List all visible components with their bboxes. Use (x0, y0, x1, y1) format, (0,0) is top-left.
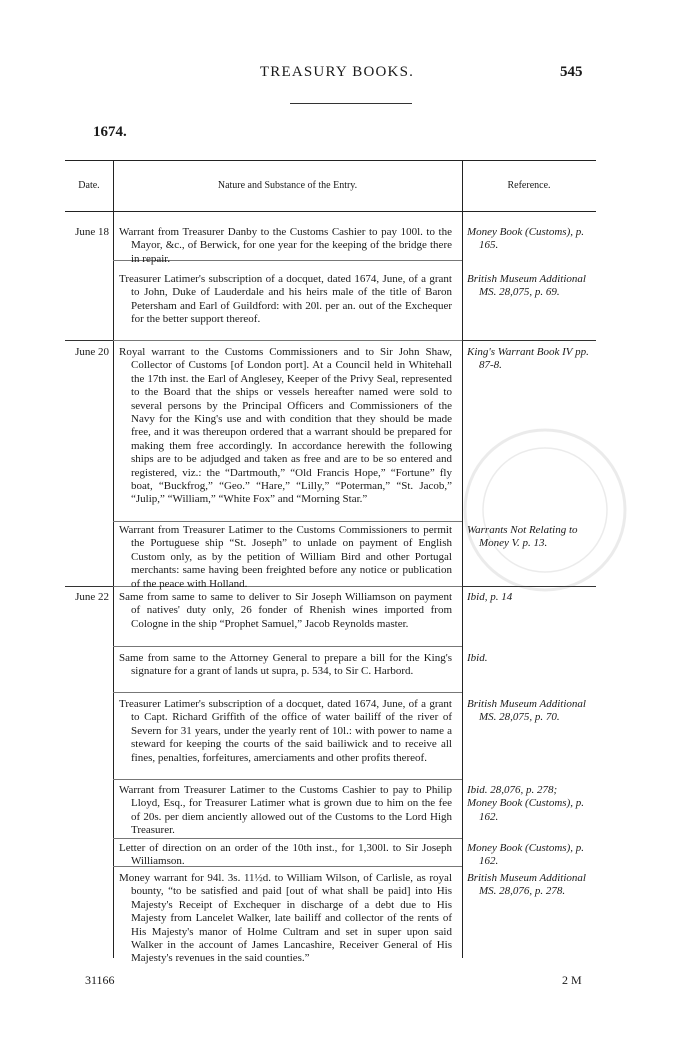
reference-line: King's Warrant Book IV pp. 87-8. (467, 346, 589, 372)
entry-text: Warrant from Treasurer Latimer to the Customs Cashier to pay to Philip Lloyd, Esq., for Treasurer Latimer what is grown due to him on the fee of 20s. per diem anciently allowed out of the Customs to the Lord High Treasurer. (119, 784, 452, 837)
entry-text: Warrant from Treasurer Latimer to the Customs Commissioners to permit the Portuguese ship “St. Joseph” to unlade on payment of English Custom only, as by the petition of William Bird and other Portugal merchants: same having been freighted before any notice or publication of the peace with Holland. (119, 524, 452, 590)
entry-reference (467, 273, 593, 300)
reference-group-divider (462, 586, 596, 587)
entry-reference (467, 226, 593, 253)
entry-divider (113, 521, 462, 522)
reference-line: Money Book (Customs), p. 165. (467, 226, 585, 252)
ledger-table (65, 160, 596, 965)
title-rule (290, 103, 412, 104)
entry-divider (113, 838, 462, 839)
entry-date: June 22 (75, 591, 109, 603)
entry-reference (467, 784, 593, 824)
entry-text: Treasurer Latimer's subscription of a docquet, dated 1674, June, of a grant to Capt. Richard Griffith of the office of water bailiff of the river of Severn for 31 years, under the yearly rent of 10l.: with power to name a steward for keeping the courts of the said bailiwick and to receive all fines, penalties, forfeitures, amerciaments and other profits thereof. (119, 698, 452, 764)
folio-number: 31166 (85, 973, 115, 987)
entry-reference (467, 652, 593, 665)
entry-reference (467, 346, 593, 373)
entry-divider (113, 779, 462, 780)
page-number: 545 (560, 64, 583, 80)
reference-line: Money Book (Customs), p. 162. (467, 842, 585, 868)
reference-line: Money Book (Customs), p. 162. (467, 797, 585, 823)
year-heading: 1674. (93, 124, 127, 140)
table-top-rule (65, 160, 596, 161)
signature-mark: 2 M (562, 973, 582, 987)
reference-line: Ibid, p. 14 (467, 591, 513, 603)
reference-line: Warrants Not Relating to Money V. p. 13. (467, 524, 578, 550)
header-rule (65, 211, 596, 212)
entry-text: Same from same to the Attorney General to prepare a bill for the King's signature for a grant of lands ut supra, p. 534, to Sir C. Harbord. (119, 652, 452, 678)
date-group-divider (65, 586, 113, 587)
reference-line: British Museum Additional MS. 28,075, p. 70. (467, 698, 586, 724)
entry-text: Money warrant for 94l. 3s. 11½d. to William Wilson, of Carlisle, as royal bounty, “to be satisfied and paid [out of what shall be paid] into His Majesty's Receipt of Exchequer in discharge of a debt due to His Majesty from Lancelet Walker, late bailiff and collector of the rents of His Majesty's manor of Holme Cultram and set in super upon said Walker in the account of James Lancashire, Receiver General of His Majesty's revenues in the said counties.” (119, 872, 452, 965)
entry-reference (467, 591, 593, 604)
date-group-divider (65, 340, 113, 341)
entry-text: Letter of direction on an order of the 10th inst., for 1,300l. to Sir Joseph Williamson. (119, 842, 452, 868)
entry-divider (113, 646, 462, 647)
column-divider (462, 160, 463, 958)
entry-text: Treasurer Latimer's subscription of a docquet, dated 1674, June, of a grant to John, Duke of Lauderdale and his heirs male of the title of Baron Petersham and Earl of Guildford: with 20l. per an. out of the Exchequer for the better support thereof. (119, 273, 452, 326)
entry-date: June 20 (75, 346, 109, 358)
entry-text: Royal warrant to the Customs Commissioners and to Sir John Shaw, Collector of Customs [of London port]. At a Council held in Whitehall the 17th inst. the Earl of Anglesey, Keeper of the Privy Seal, represented to the Board that the ships or vessels hereafter named were sold to several persons by the Principal Officers and Commissioners of the Navy for the King's use and with condition that they should be made free, and it was thereupon ordered that a warrant should be prepared for making them free accordingly. In accordance herewith the following ships are to be adjudged and taken as free and are to be so entered and registered, viz.: the “Dartmouth,” “Old Francis Hope,” “Fortune” fly boat, “Buckfrog,” “Geo.” “Hare,” “Lilly,” “Poterman,” “St. Jacob,” “Julip,” “William,” “White Fox” and “Morning Star.” (119, 346, 452, 506)
entry-reference (467, 872, 593, 899)
entry-text: Same from same to same to deliver to Sir Joseph Williamson on payment of natives' duty only, 26 fonder of Rhenish wines imported from Cologne in the ship “Prophet Samuel,” Jacob Reynolds master. (119, 591, 452, 630)
reference-line: Ibid. 28,076, p. 278; (467, 784, 558, 796)
entry-reference (467, 842, 593, 869)
entry-divider (113, 340, 462, 341)
entry-text: Warrant from Treasurer Danby to the Customs Cashier to pay 100l. to the Mayor, &c., of Berwick, for one year for the keeping of the bridge there in repair. (119, 226, 452, 265)
column-header-nature: Nature and Substance of the Entry. (217, 180, 358, 191)
column-header-reference: Reference. (507, 180, 551, 191)
entry-divider (113, 692, 462, 693)
reference-group-divider (462, 340, 596, 341)
reference-line: British Museum Additional MS. 28,075, p. 69. (467, 273, 586, 299)
running-title: TREASURY BOOKS. (259, 64, 415, 80)
reference-line: British Museum Additional MS. 28,076, p. 278. (467, 872, 586, 898)
column-header-date: Date. (78, 180, 100, 191)
reference-line: Ibid. (467, 652, 488, 664)
entry-reference (467, 698, 593, 725)
entry-reference (467, 524, 593, 551)
entry-date: June 18 (75, 226, 109, 238)
